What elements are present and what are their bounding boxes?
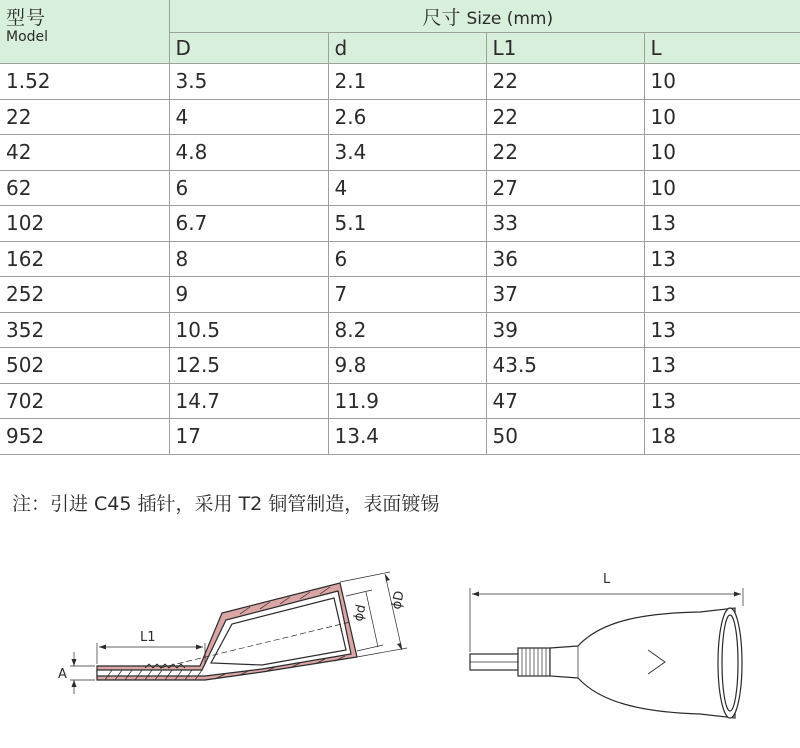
- table-row: [0, 135, 800, 171]
- size-cell: 10: [644, 64, 800, 100]
- table-row: [0, 170, 800, 206]
- table-row: [0, 277, 800, 313]
- model-header: [0, 0, 169, 64]
- size-cell: 8.2: [328, 312, 486, 348]
- model-cell: 102: [0, 206, 169, 242]
- table-row: [0, 64, 800, 100]
- size-cell: 2.6: [328, 99, 486, 135]
- size-cell: 6.7: [169, 206, 328, 242]
- size-cell: 11.9: [328, 383, 486, 419]
- size-cell: 10: [644, 170, 800, 206]
- size-cell: 3.4: [328, 135, 486, 171]
- size-cell: 13: [644, 348, 800, 384]
- size-cell: 39: [486, 312, 644, 348]
- model-cell: 952: [0, 419, 169, 455]
- table-row: [0, 419, 800, 455]
- table-body: [0, 64, 800, 455]
- size-cell: 12.5: [169, 348, 328, 384]
- column-header-d: d: [328, 33, 486, 64]
- size-cell: 10: [644, 135, 800, 171]
- size-cell: 13: [644, 383, 800, 419]
- label-L1: L1: [140, 630, 156, 645]
- model-cell: 42: [0, 135, 169, 171]
- size-cell: 14.7: [169, 383, 328, 419]
- size-cell: 22: [486, 99, 644, 135]
- size-cell: 33: [486, 206, 644, 242]
- model-cell: 162: [0, 241, 169, 277]
- model-header-zh: 型号: [6, 7, 47, 29]
- size-group-en: Size (mm): [466, 8, 554, 29]
- size-cell: 5.1: [328, 206, 486, 242]
- size-cell: 37: [486, 277, 644, 313]
- size-cell: 6: [169, 170, 328, 206]
- size-group-zh: 尺寸: [422, 6, 461, 29]
- sectional-view-drawing: [70, 572, 407, 694]
- model-cell: 22: [0, 99, 169, 135]
- size-cell: 6: [328, 241, 486, 277]
- size-cell: 50: [486, 419, 644, 455]
- table-row: [0, 99, 800, 135]
- size-cell: 13.4: [328, 419, 486, 455]
- model-cell: 352: [0, 312, 169, 348]
- size-cell: 9: [169, 277, 328, 313]
- technical-drawings: [0, 540, 800, 748]
- size-cell: 7: [328, 277, 486, 313]
- size-cell: 9.8: [328, 348, 486, 384]
- size-cell: 4.8: [169, 135, 328, 171]
- label-phi-d: ϕd: [351, 603, 370, 623]
- model-cell: 1.52: [0, 64, 169, 100]
- exterior-view-drawing: [470, 588, 743, 718]
- column-header-L1: L1: [486, 33, 644, 64]
- label-phi-D: ϕD: [389, 589, 408, 611]
- size-cell: 8: [169, 241, 328, 277]
- footnote: 注：引进 C45 插针，采用 T2 铜管制造，表面镀锡: [12, 493, 440, 515]
- size-cell: 10: [644, 99, 800, 135]
- size-cell: 36: [486, 241, 644, 277]
- column-header-D: D: [169, 33, 328, 64]
- table-row: [0, 312, 800, 348]
- size-cell: 43.5: [486, 348, 644, 384]
- model-cell: 62: [0, 170, 169, 206]
- size-cell: 27: [486, 170, 644, 206]
- size-cell: 13: [644, 277, 800, 313]
- table-row: [0, 348, 800, 384]
- size-cell: 13: [644, 312, 800, 348]
- size-cell: 18: [644, 419, 800, 455]
- size-cell: 2.1: [328, 64, 486, 100]
- label-A: A: [58, 667, 67, 682]
- size-cell: 47: [486, 383, 644, 419]
- size-cell: 22: [486, 64, 644, 100]
- table-row: [0, 206, 800, 242]
- size-cell: 10.5: [169, 312, 328, 348]
- size-cell: 4: [169, 99, 328, 135]
- size-cell: 4: [328, 170, 486, 206]
- size-cell: 13: [644, 206, 800, 242]
- model-header-en: Model: [6, 29, 49, 45]
- size-cell: 13: [644, 241, 800, 277]
- column-header-L: L: [644, 33, 800, 64]
- label-L: L: [603, 572, 611, 587]
- table-row: [0, 241, 800, 277]
- table-row: [0, 383, 800, 419]
- size-group-header: [169, 0, 800, 33]
- size-cell: 17: [169, 419, 328, 455]
- model-cell: 702: [0, 383, 169, 419]
- model-cell: 252: [0, 277, 169, 313]
- size-cell: 22: [486, 135, 644, 171]
- model-cell: 502: [0, 348, 169, 384]
- size-cell: 3.5: [169, 64, 328, 100]
